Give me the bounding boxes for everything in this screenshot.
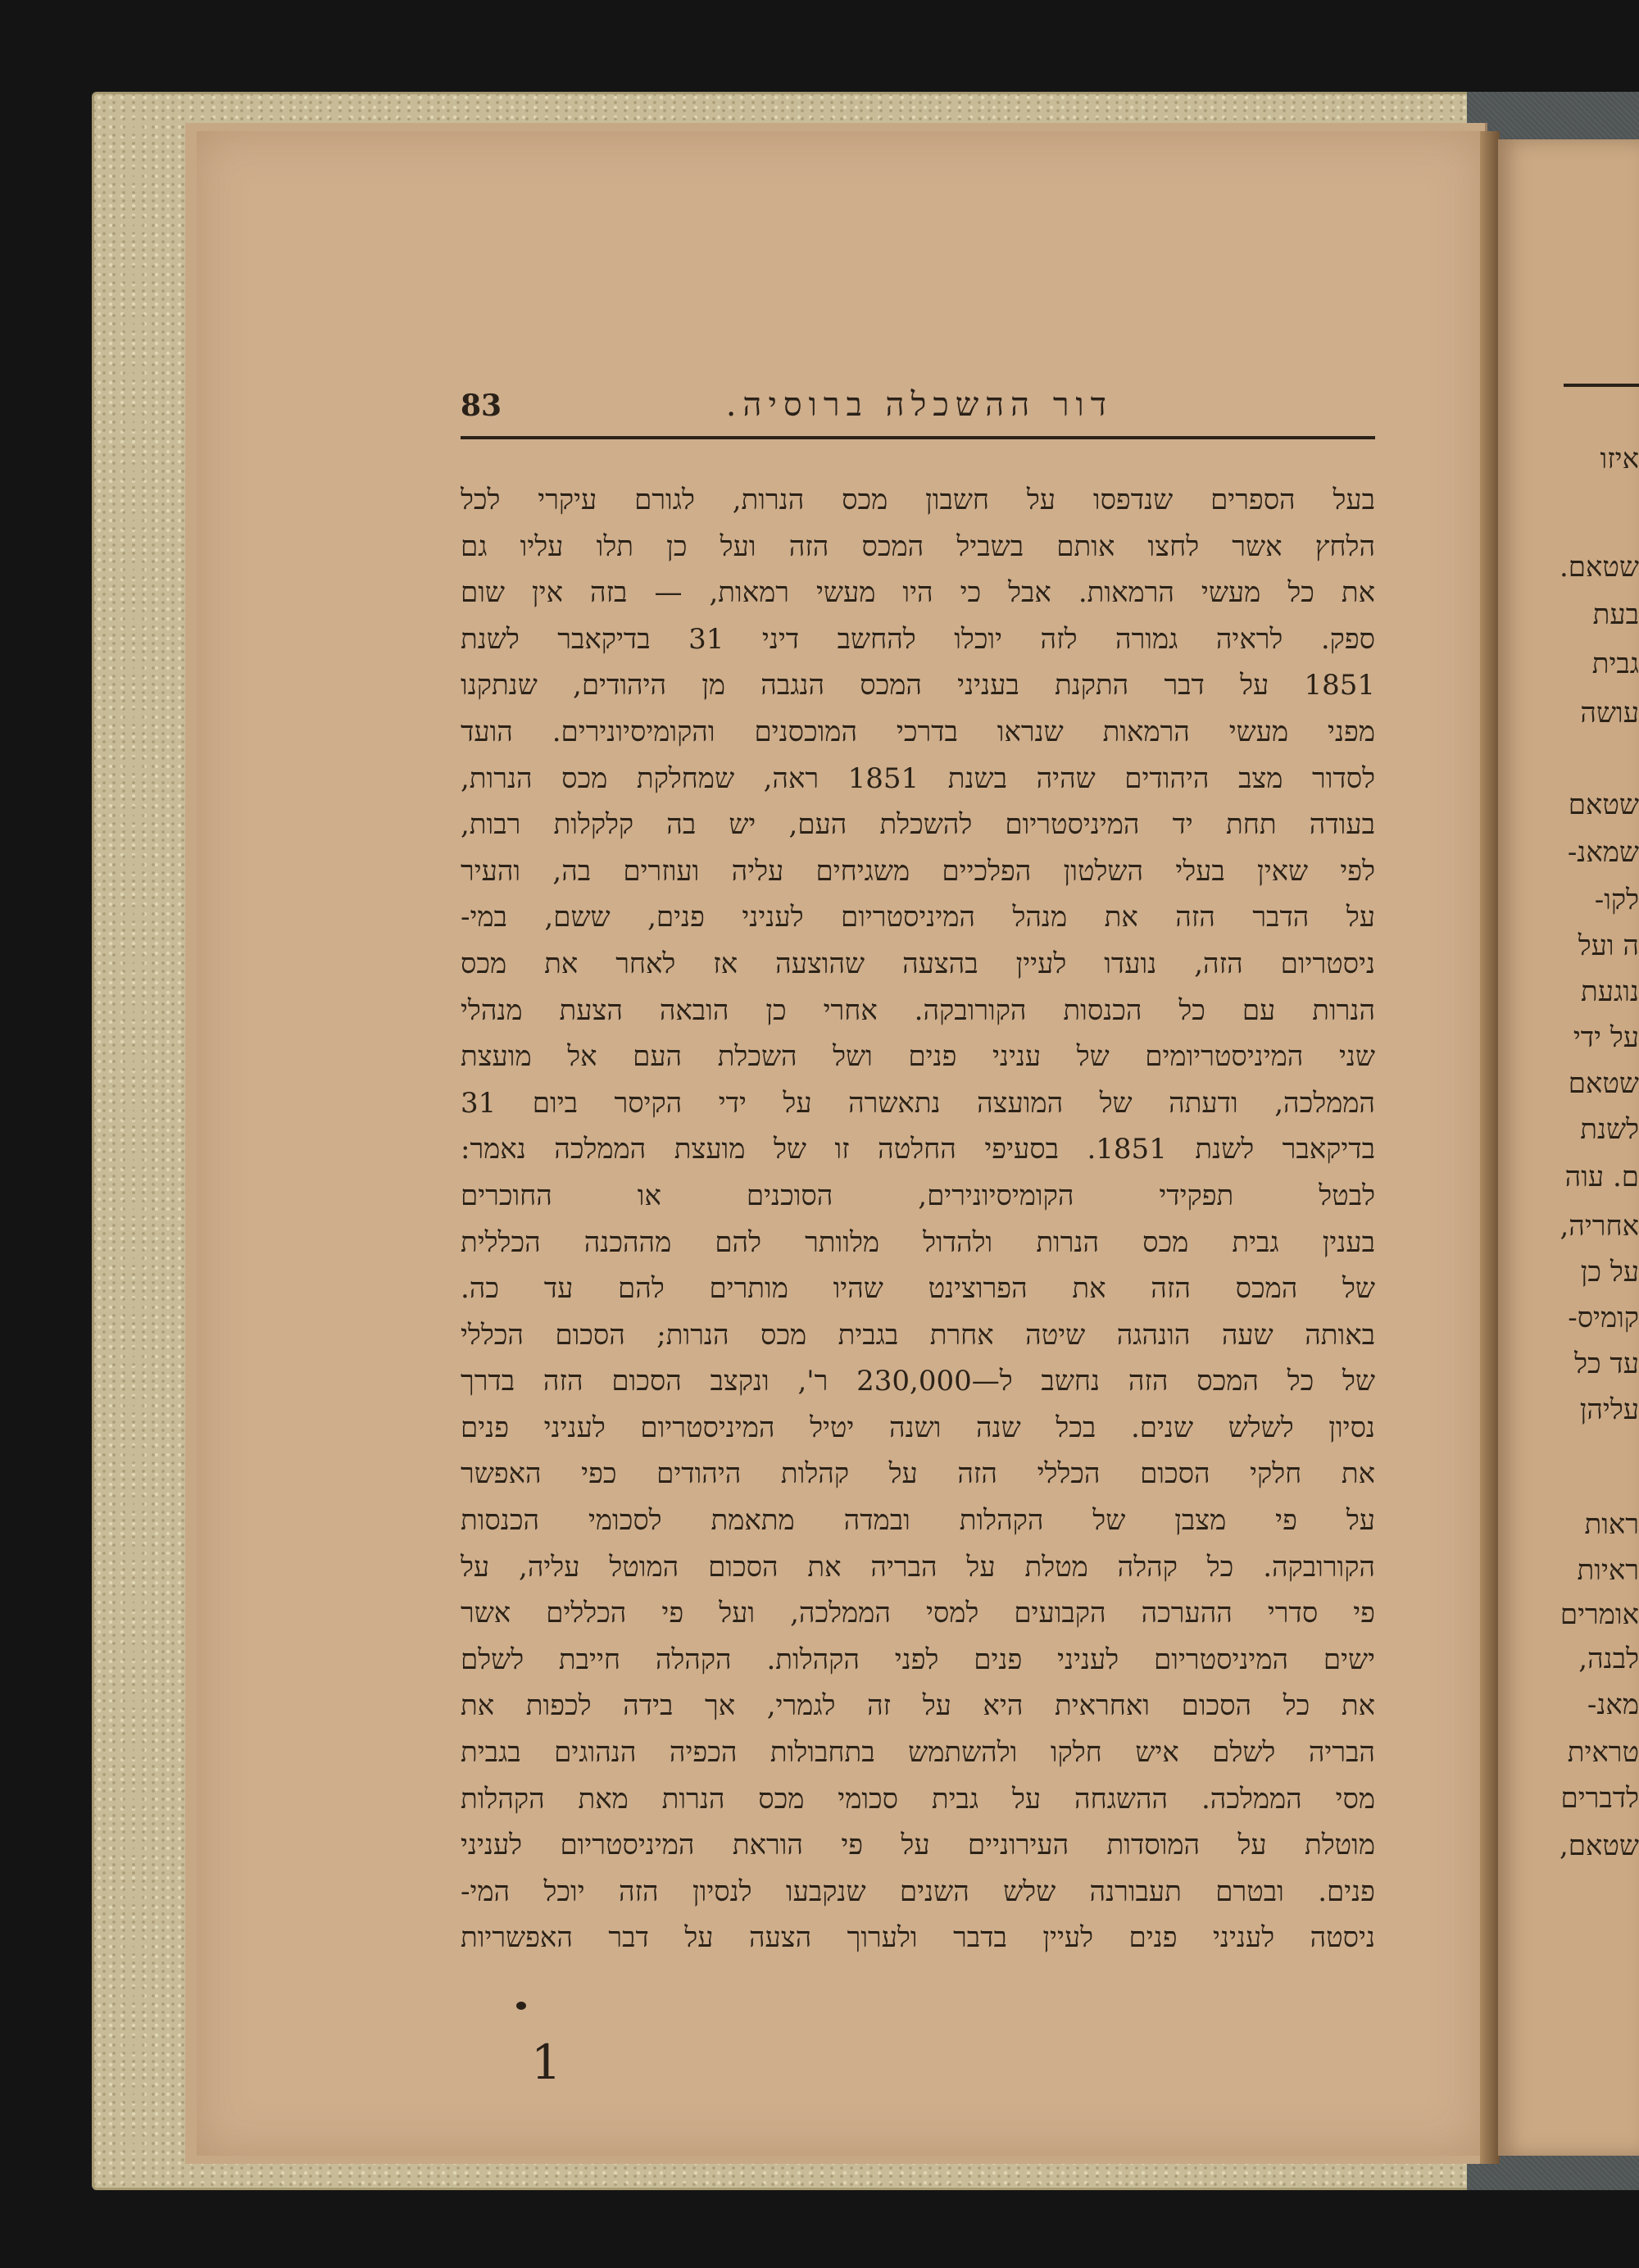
text-line: על הדבר הזה את מנהל המיניסטריום לעניני פנים, ששם, במי- [461, 901, 1375, 934]
next-page-fragment: קומיס- [1568, 1302, 1639, 1334]
next-page-fragment: שטאם [1568, 1067, 1639, 1100]
text-line: ספק. לראיה גמורה לזה יוכלו להחשב דיני 31 בדיקאבר לשנת [461, 622, 1375, 656]
next-page-fragment: לדברים [1560, 1782, 1639, 1815]
next-page-fragment: לשנת [1580, 1113, 1639, 1146]
next-page-fragment: שטאם, [1559, 1829, 1639, 1862]
text-line: 1851 על דבר התקנת בעניני המכס הנגבה מן היהודים, שנתקנו [461, 669, 1375, 702]
next-page-fragment: אומרים [1560, 1598, 1639, 1631]
next-page-fragment: ם. עוה [1564, 1161, 1639, 1193]
text-line: מוטלת על המוסדות העירוניים על פי הוראת המיניסטריום לעניני [461, 1829, 1375, 1862]
text-line: הבריה לשלם איש חלקו ולהשתמש בתחבולות הכפיה הנהוגים בגבית [461, 1736, 1375, 1770]
text-line: מסי הממלכה. ההשגחה על גבית סכומי מכס הנרות מאת הקהלות [461, 1782, 1375, 1816]
text-line: לפי שאין בעלי השלטון הפלכיים משגיחים עליה ועוזרים בה, והעיר [461, 854, 1375, 888]
text-line: באותה שעה הונהגה שיטה אחרת בגבית מכס הנרות; הסכום הכללי [461, 1318, 1375, 1352]
text-line: ניסטריום הזה, נועדו לעיין בהצעה שהוצעה אז לאחר את מכס [461, 947, 1375, 980]
text-line: לבטל תפקידי הקומיסיונירים, הסוכנים או החוכרים [461, 1179, 1375, 1212]
running-title: דור ההשכלה ברוסיה. [725, 386, 1113, 424]
text-line: ניסטה לעניני פנים לעיין בדבר ולערוך הצעה על דבר האפשריות [461, 1921, 1375, 1955]
text-line: את כל הסכום ואחראית היא על זה לגמרי, אך בידה לכפות את [461, 1689, 1375, 1723]
next-page-fragment: לבנה, [1578, 1643, 1639, 1675]
next-page-fragment: אחריה, [1560, 1210, 1639, 1243]
text-line: שני המיניסטריומים של עניני פנים ושל השכלת העם אל מועצת [461, 1040, 1375, 1074]
next-page-fragment: איזו [1600, 443, 1639, 475]
next-page-fragment: ה ועל [1578, 929, 1639, 962]
next-page-fragment: מאנ- [1587, 1689, 1639, 1721]
text-line: הנרות עם כל הכנסות הקורובקה. אחרי כן הובאה הצעת מנהלי [461, 993, 1375, 1027]
text-line: לסדור מצב היהודים שהיה בשנת 1851 ראה, שמחלקת מכס הנרות, [461, 761, 1375, 795]
next-page-fragment: על כן [1580, 1256, 1639, 1289]
text-line: בדיקאבר לשנת 1851. בסעיפי החלטה זו של מועצת הממלכה נאמר: [461, 1133, 1375, 1166]
next-page-fragment: שטאם. [1559, 551, 1639, 584]
text-line: הממלכה, ודעתה של המועצה נתאשרה על ידי הקיסר ביום 31 [461, 1086, 1375, 1120]
next-page-fragment: בעת [1592, 598, 1639, 631]
next-page-fragment: שטאם [1568, 789, 1639, 821]
text-line: את חלקי הסכום הכללי הזה על קהלות היהודים כפי האפשר [461, 1457, 1375, 1491]
book-gutter [1480, 131, 1500, 2164]
text-line: בעודה תחת יד המיניסטריום להשכלת העם, יש בה קלקלות רבות, [461, 808, 1375, 842]
text-line: בעל הספרים שנדפסו על חשבון מכס הנרות, לגורם עיקרי לכל [461, 484, 1375, 516]
text-line: פנים. ובטרם תעבורנה שלש השנים שנקבעו לנסיון הזה יוכל המי- [461, 1875, 1375, 1908]
body-text [461, 477, 1375, 1961]
ink-dot [516, 2002, 526, 2010]
text-line: הלחץ אשר לחצו אותם בשביל המכס הזה ועל כן תלו עליו גם [461, 530, 1375, 563]
text-line: מפני מעשי הרמאות שנראו בדרכי המוכסנים והקומיסיונירים. הועד [461, 715, 1375, 748]
next-page-fragment: שמאנ- [1567, 836, 1639, 869]
text-line: נסיון לשלש שנים. בכל שנה ושנה יטיל המיניסטריום לעניני פנים [461, 1411, 1375, 1444]
next-page-header-rule [1564, 384, 1639, 387]
text-line: בענין גבית מכס הנרות ולהדול מלוותר להם מההכנה הכללית [461, 1225, 1375, 1259]
page-number: 83 [461, 389, 502, 423]
text-line: של כל המכס הזה נחשב ל—230,000 ר', ונקצב הסכום הזה בדרך [461, 1365, 1375, 1398]
next-page-fragment: גבית [1591, 648, 1639, 680]
text-line: הקורובקה. כל קהלה מטלת על הבריה את הסכום המוטל עליה, על [461, 1550, 1375, 1584]
next-page-fragment: לקו- [1594, 884, 1639, 916]
text-line: את כל מעשי הרמאות. אבל כי היו מעשי רמאות, — בזה אין שום [461, 576, 1375, 610]
next-page-fragment: ראות [1584, 1508, 1639, 1541]
next-page-fragment: עליהן [1579, 1393, 1639, 1426]
folio-mark: 1 [531, 2034, 561, 2090]
text-line: על פי מצבן של הקהלות ובמדה מתאמת לסכומי הכנסות [461, 1504, 1375, 1538]
next-page-fragment: ראיות [1577, 1554, 1639, 1587]
next-page-fragment: עושה [1580, 697, 1639, 729]
next-page-fragment: נוגעת [1581, 975, 1639, 1008]
text-line: פי סדרי ההערכה הקבועים למסי הממלכה, ועל פי הכללים אשר [461, 1597, 1375, 1630]
next-page-fragment: על ידי [1573, 1021, 1639, 1054]
text-line: ישים המיניסטריום לעניני פנים לפני הקהלות. הקהלה חייבת לשלם [461, 1643, 1375, 1676]
page-header [461, 385, 1375, 439]
next-page-fragment: עד כל [1574, 1348, 1639, 1380]
next-page-fragment: טראית [1567, 1736, 1639, 1769]
text-line: של המכס הזה את הפרוצינט שהיו מותרים להם עד כה. [461, 1272, 1375, 1306]
